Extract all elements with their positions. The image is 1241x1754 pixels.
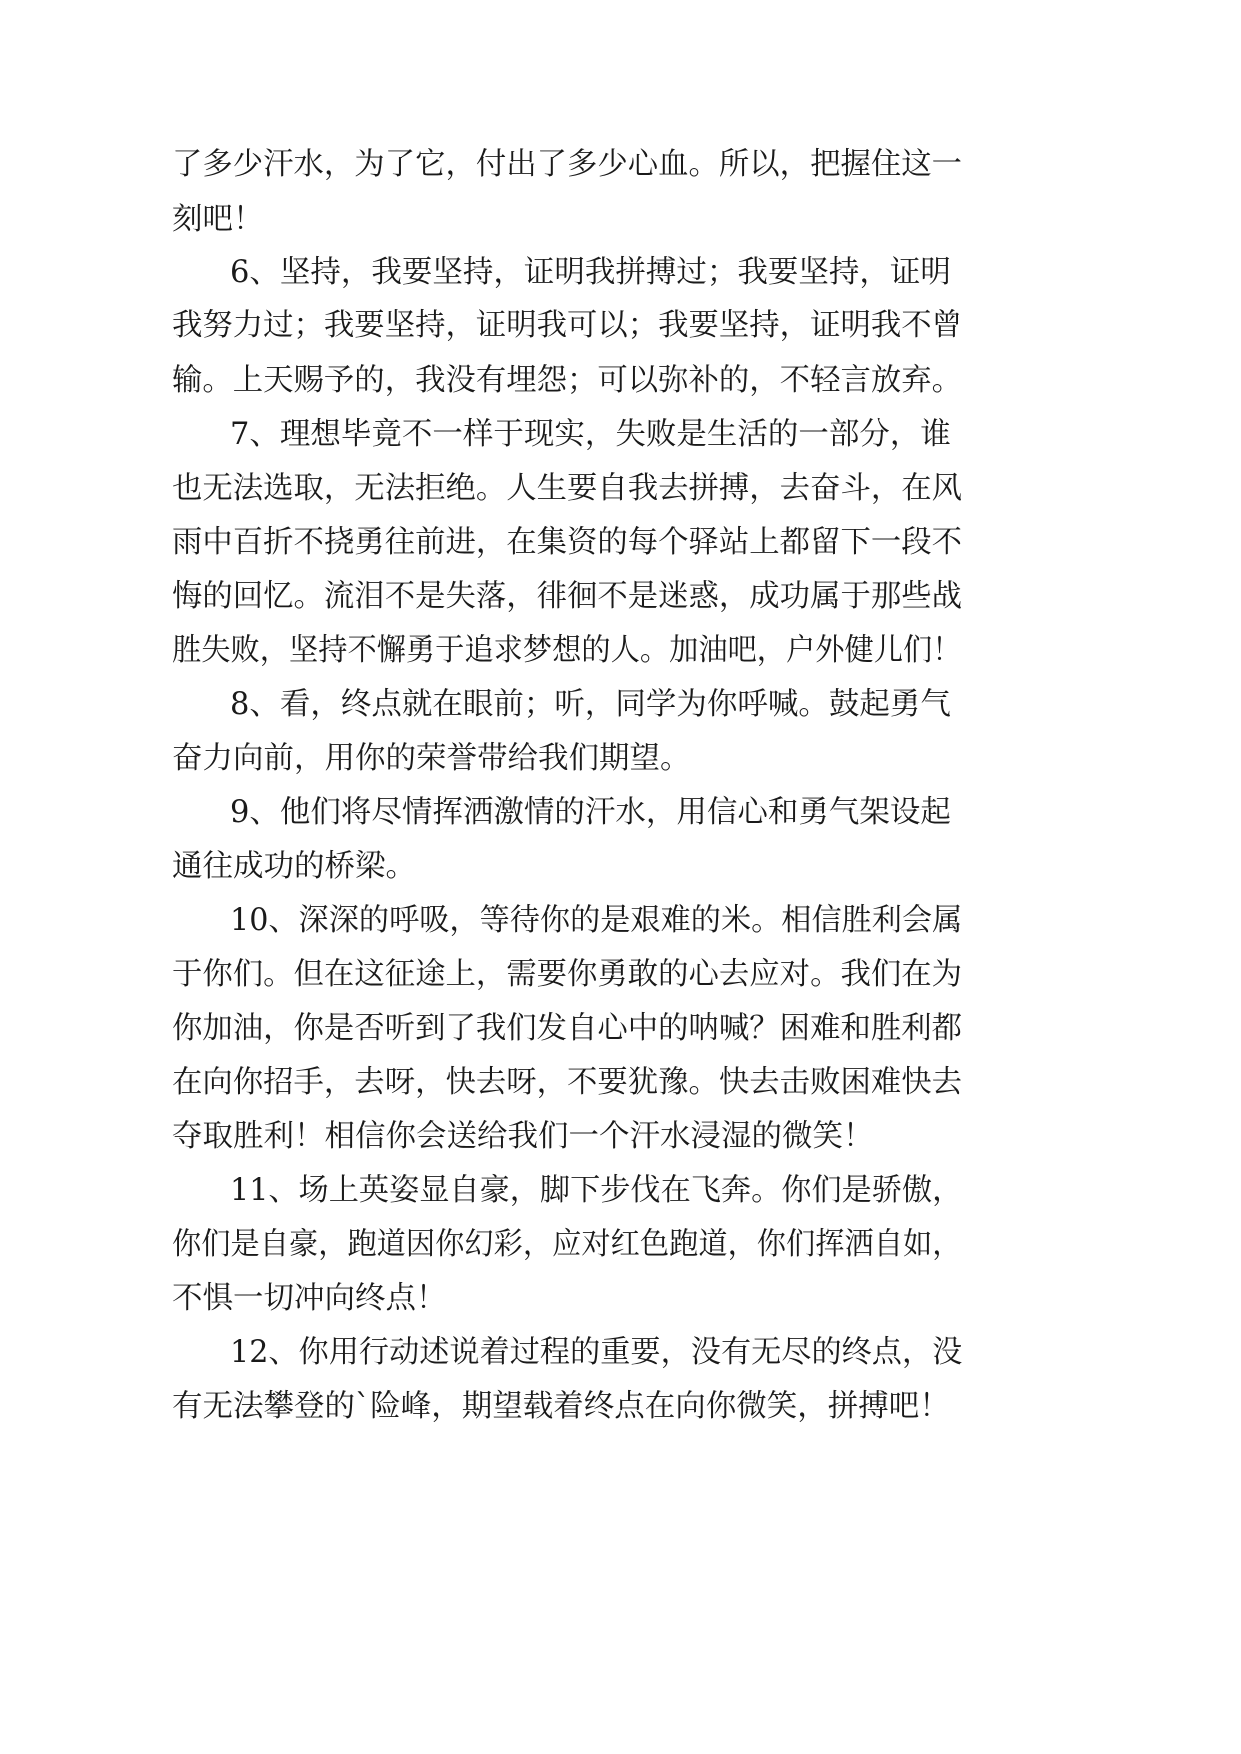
text-line: 你加油，你是否听到了我们发自心中的呐喊？困难和胜利都 [172, 1011, 962, 1046]
text-line: 奋力向前，用你的荣誉带给我们期望。 [172, 741, 691, 776]
text-line: 11、场上英姿显自豪，脚下步伐在飞奔。你们是骄傲， [230, 1173, 963, 1208]
text-line: 8、看，终点就在眼前；听，同学为你呼喊。鼓起勇气 [230, 687, 951, 722]
text-line: 也无法选取，无法拒绝。人生要自我去拼搏，去奋斗，在风 [172, 471, 962, 506]
text-line: 雨中百折不挠勇往前进，在集资的每个驿站上都留下一段不 [172, 525, 962, 560]
text-line: 刻吧！ [172, 202, 264, 237]
text-line: 7、理想毕竟不一样于现实，失败是生活的一部分，谁 [230, 417, 951, 452]
text-line: 6、坚持，我要坚持，证明我拼搏过；我要坚持，证明 [230, 255, 951, 290]
text-line: 于你们。但在这征途上，需要你勇敢的心去应对。我们在为 [172, 957, 962, 992]
text-line: 悔的回忆。流泪不是失落，徘徊不是迷惑，成功属于那些战 [172, 579, 962, 614]
text-line: 了多少汗水，为了它，付出了多少心血。所以，把握住这一 [172, 147, 962, 182]
text-line: 10、深深的呼吸，等待你的是艰难的米。相信胜利会属 [230, 903, 963, 938]
text-line: 有无法攀登的`险峰，期望载着终点在向你微笑，拼搏吧！ [172, 1389, 950, 1424]
text-line: 在向你招手，去呀，快去呀，不要犹豫。快去击败困难快去 [172, 1065, 962, 1100]
text-line: 不惧一切冲向终点！ [172, 1281, 447, 1316]
text-line: 你们是自豪，跑道因你幻彩，应对红色跑道，你们挥洒自如， [172, 1227, 962, 1262]
text-line: 我努力过；我要坚持，证明我可以；我要坚持，证明我不曾 [172, 308, 962, 343]
text-line: 输。上天赐予的，我没有埋怨；可以弥补的，不轻言放弃。 [172, 363, 962, 398]
text-line: 12、你用行动述说着过程的重要，没有无尽的终点，没 [230, 1335, 963, 1370]
text-line: 夺取胜利！相信你会送给我们一个汗水浸湿的微笑！ [172, 1119, 874, 1154]
text-line: 9、他们将尽情挥洒激情的汗水，用信心和勇气架设起 [230, 795, 951, 830]
text-line: 通往成功的桥梁。 [172, 849, 416, 884]
text-line: 胜失败，坚持不懈勇于追求梦想的人。加油吧，户外健儿们！ [172, 633, 962, 668]
